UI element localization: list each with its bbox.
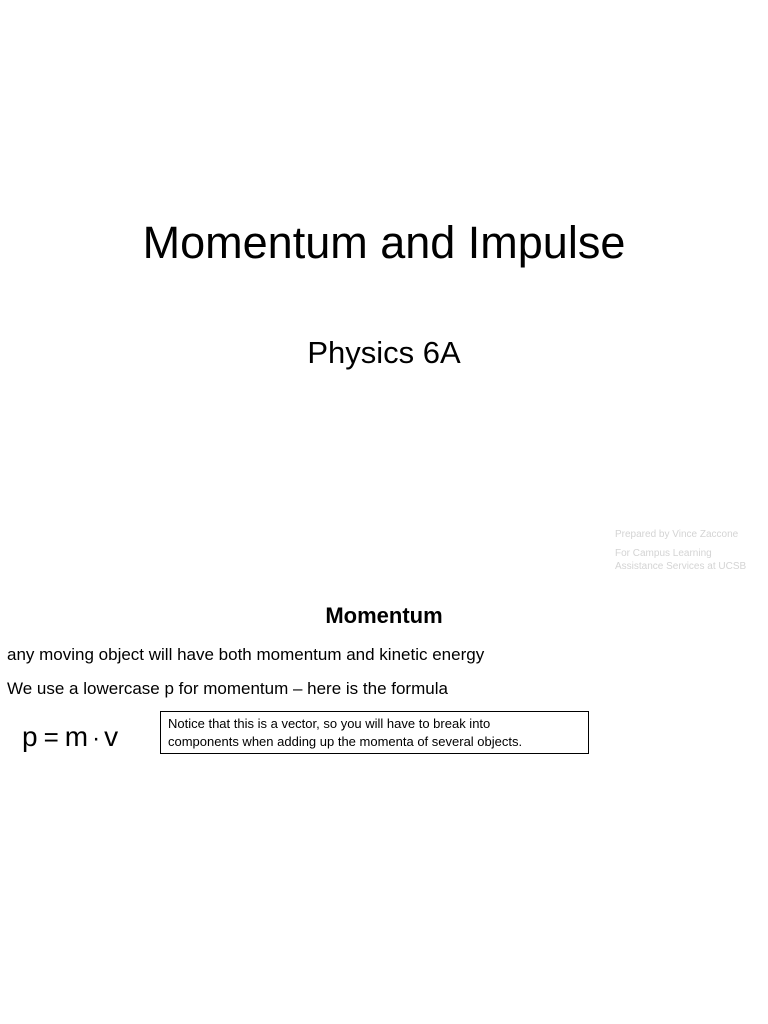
momentum-formula [22, 720, 118, 756]
formula-p: p [22, 721, 38, 752]
credit-author: Prepared by Vince Zaccone [615, 529, 739, 540]
note-line-2: components when adding up the momenta of several objects. [168, 734, 523, 749]
formula-equals: = [43, 722, 59, 752]
credit-organization-line1: For Campus Learning [615, 548, 712, 559]
formula-dot: · [92, 725, 101, 752]
credit-organization-line2: Assistance Services at UCSB [615, 561, 747, 572]
body-text-line-1: any moving object will have both momentum and kinetic energy [7, 645, 485, 664]
vector-note-box [160, 711, 589, 754]
slide-subtitle: Physics 6A [307, 335, 461, 370]
slide-title: Momentum and Impulse [142, 217, 626, 268]
formula-v: v [104, 721, 119, 752]
body-text-line-2: We use a lowercase p for momentum – here is the formula [7, 679, 448, 698]
note-line-1: Notice that this is a vector, so you will have to break into [168, 716, 491, 731]
section-heading: Momentum [325, 603, 443, 628]
formula-m: m [64, 721, 89, 752]
